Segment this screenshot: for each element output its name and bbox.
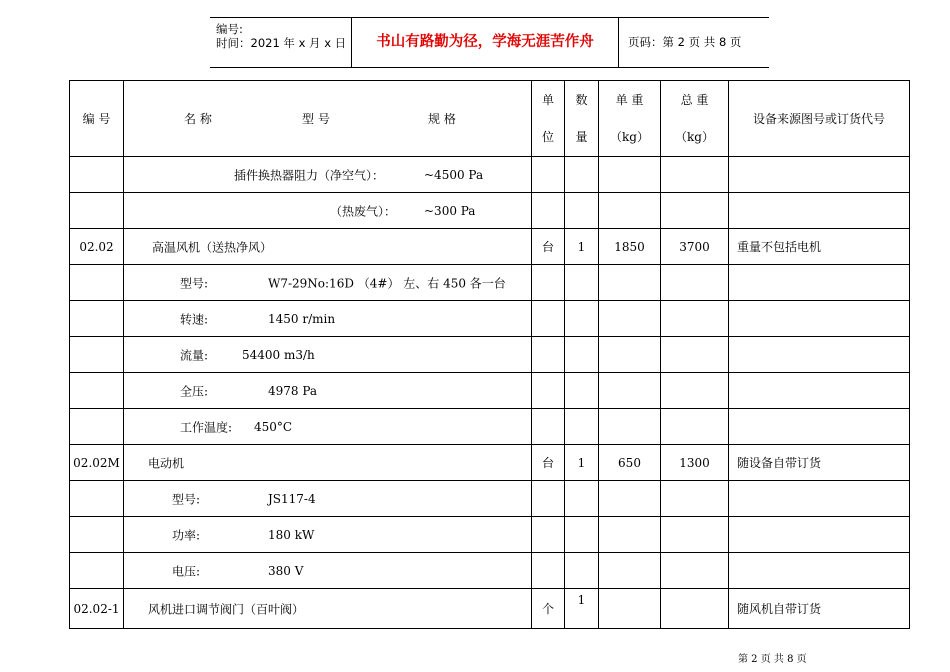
row-unit: 台 (532, 229, 565, 265)
equipment-table (69, 80, 910, 629)
row-qty (565, 553, 599, 589)
table-row (70, 517, 910, 553)
col-header-total-weight-bottom: （kg） (675, 130, 714, 144)
col-header-unit-weight-top: 单 重 (615, 93, 644, 107)
row-total-weight (661, 481, 729, 517)
row-qty (565, 409, 599, 445)
row-spec (124, 445, 532, 481)
row-unit-weight (599, 373, 661, 409)
row-source: 随风机自带订货 (729, 589, 910, 629)
row-unit (532, 373, 565, 409)
table-row (70, 553, 910, 589)
row-total-weight (661, 301, 729, 337)
row-source (729, 373, 910, 409)
row-total-weight: 3700 (661, 229, 729, 265)
row-no (70, 337, 124, 373)
row-source (729, 517, 910, 553)
table-row (70, 373, 910, 409)
row-no (70, 517, 124, 553)
page-label: 页码：第 2 页 共 8 页 (628, 35, 742, 49)
col-header-source: 设备来源图号或订货代号 (729, 81, 910, 157)
table-row (70, 229, 910, 265)
row-spec (124, 589, 532, 629)
table-row (70, 157, 910, 193)
row-spec (124, 481, 532, 517)
row-spec-label: 插件换热器阻力（净空气）： (234, 168, 385, 182)
table-row (70, 589, 910, 629)
row-qty (565, 193, 599, 229)
row-qty (565, 373, 599, 409)
row-spec (124, 301, 532, 337)
row-spec (124, 229, 532, 265)
row-source: 重量不包括电机 (729, 229, 910, 265)
col-header-unit-bottom: 位 (541, 130, 554, 144)
table-row (70, 481, 910, 517)
row-spec-label: 高温风机（送热净风） (152, 240, 273, 254)
row-unit-weight (599, 193, 661, 229)
row-source (729, 193, 910, 229)
row-spec (124, 409, 532, 445)
row-unit (532, 409, 565, 445)
row-source (729, 301, 910, 337)
row-spec-value: W7-29No:16D （4#） 左、右 450 各一台 (268, 276, 506, 290)
row-no (70, 193, 124, 229)
row-spec (124, 517, 532, 553)
row-total-weight (661, 337, 729, 373)
table-row (70, 301, 910, 337)
row-qty: 1 (565, 229, 599, 265)
row-source: 随设备自带订货 (729, 445, 910, 481)
row-total-weight: 1300 (661, 445, 729, 481)
row-qty (565, 517, 599, 553)
row-qty (565, 157, 599, 193)
row-unit (532, 157, 565, 193)
col-header-qty-top: 数 (575, 93, 588, 107)
row-qty (565, 301, 599, 337)
row-source (729, 409, 910, 445)
row-no: 02.02M (70, 445, 124, 481)
header-meta-cell (210, 18, 352, 67)
row-unit (532, 517, 565, 553)
row-source (729, 337, 910, 373)
row-no (70, 157, 124, 193)
row-unit (532, 481, 565, 517)
row-source (729, 481, 910, 517)
col-header-name-2: 型 号 (302, 112, 330, 126)
row-qty (565, 337, 599, 373)
row-spec-label: 转速: (180, 312, 209, 326)
row-spec (124, 157, 532, 193)
table-header-row (70, 81, 910, 157)
row-spec-value: ~300 Pa (424, 203, 476, 218)
row-spec-label: 电压: (172, 564, 201, 578)
row-no (70, 373, 124, 409)
row-total-weight (661, 553, 729, 589)
row-qty (565, 481, 599, 517)
table-row (70, 265, 910, 301)
col-header-qty-bottom: 量 (575, 130, 588, 144)
col-header-total-weight (661, 81, 729, 157)
row-no (70, 409, 124, 445)
row-total-weight (661, 157, 729, 193)
row-spec-label: 流量: (180, 348, 209, 362)
col-header-qty (565, 81, 599, 157)
row-spec-label: （热废气）： (330, 204, 397, 218)
row-unit (532, 337, 565, 373)
row-spec-value: 54400 m3/h (242, 347, 315, 362)
row-unit-weight (599, 409, 661, 445)
col-header-unit-weight-bottom: （kg） (610, 130, 649, 144)
row-no: 02.02 (70, 229, 124, 265)
row-no (70, 553, 124, 589)
table-row (70, 445, 910, 481)
row-unit: 台 (532, 445, 565, 481)
row-spec-value: 1450 r/min (268, 311, 336, 326)
row-qty (565, 265, 599, 301)
row-total-weight (661, 373, 729, 409)
row-spec-value: 180 kW (268, 527, 315, 542)
row-unit-weight: 1850 (599, 229, 661, 265)
row-total-weight (661, 589, 729, 629)
table-row (70, 409, 910, 445)
col-header-name (124, 81, 532, 157)
row-spec-label: 风机进口调节阀门（百叶阀） (148, 602, 305, 616)
row-source (729, 265, 910, 301)
col-header-unit-top: 单 (541, 93, 554, 107)
table-row (70, 193, 910, 229)
page-footer: 第 2 页 共 8 页 (738, 654, 807, 665)
col-header-unit-weight (599, 81, 661, 157)
col-header-name-1: 名 称 (184, 112, 212, 126)
table-row (70, 337, 910, 373)
row-unit-weight (599, 157, 661, 193)
row-unit-weight (599, 481, 661, 517)
row-spec-value: 450°C (254, 419, 293, 434)
page-header (210, 17, 769, 68)
row-spec-value: ~4500 Pa (424, 167, 484, 182)
row-unit-weight (599, 301, 661, 337)
row-unit (532, 265, 565, 301)
row-unit: 个 (532, 589, 565, 629)
col-header-name-3: 规 格 (428, 112, 456, 126)
row-unit (532, 301, 565, 337)
row-spec-value: 380 V (268, 563, 304, 578)
row-unit-weight (599, 517, 661, 553)
col-header-unit (532, 81, 565, 157)
motto: 书山有路勤为径，学海无涯苦作舟 (352, 18, 619, 67)
row-no (70, 265, 124, 301)
row-unit-weight (599, 265, 661, 301)
row-source (729, 553, 910, 589)
row-source (729, 157, 910, 193)
row-unit (532, 553, 565, 589)
row-unit (532, 193, 565, 229)
row-qty: 1 (565, 589, 599, 629)
row-spec-value: 4978 Pa (268, 383, 318, 398)
row-total-weight (661, 265, 729, 301)
time-label: 时间：2021 年 x 月 x 日 (216, 36, 347, 50)
row-spec (124, 337, 532, 373)
row-total-weight (661, 517, 729, 553)
row-unit-weight (599, 337, 661, 373)
row-spec-label: 型号: (172, 492, 201, 506)
row-unit-weight (599, 589, 661, 629)
row-spec (124, 373, 532, 409)
row-spec-value: JS117-4 (268, 491, 316, 506)
row-no (70, 481, 124, 517)
row-spec (124, 553, 532, 589)
row-spec-label: 电动机 (148, 456, 185, 470)
row-spec-label: 全压: (180, 384, 209, 398)
row-unit-weight (599, 553, 661, 589)
row-total-weight (661, 193, 729, 229)
row-no (70, 301, 124, 337)
row-spec-label: 功率: (172, 528, 201, 542)
row-spec-label: 型号: (180, 276, 209, 290)
row-spec (124, 193, 532, 229)
col-header-no: 编 号 (70, 81, 124, 157)
row-spec (124, 265, 532, 301)
row-qty: 1 (565, 445, 599, 481)
row-spec-label: 工作温度: (180, 420, 233, 434)
code-label: 编号: (216, 22, 243, 36)
row-no: 02.02-1 (70, 589, 124, 629)
col-header-total-weight-top: 总 重 (680, 93, 709, 107)
row-total-weight (661, 409, 729, 445)
row-unit-weight: 650 (599, 445, 661, 481)
